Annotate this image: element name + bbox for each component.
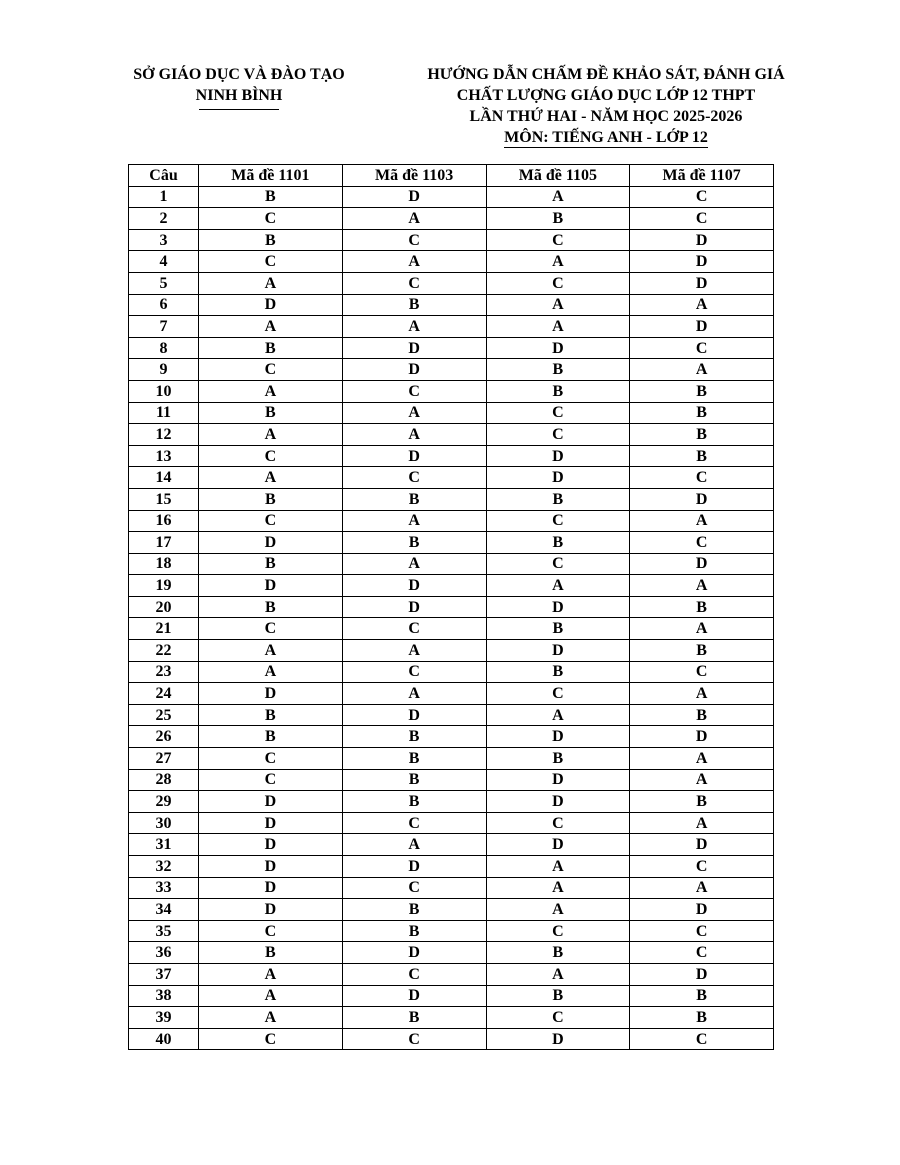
answer-1107: C [630,532,774,554]
answer-1107: C [630,467,774,489]
table-row [129,812,774,834]
answer-1105: C [486,553,630,575]
answer-1101: D [199,294,343,316]
answer-1101: D [199,791,343,813]
question-number: 28 [129,769,199,791]
answer-1107: C [630,186,774,208]
answer-1107: B [630,791,774,813]
question-number: 35 [129,920,199,942]
question-number: 11 [129,402,199,424]
answer-1105: C [486,920,630,942]
answer-1103: B [342,899,486,921]
answer-1103: C [342,380,486,402]
answer-1105: A [486,963,630,985]
title-line-2: CHẤT LƯỢNG GIÁO DỤC LỚP 12 THPT [456,87,756,104]
answer-1103: C [342,229,486,251]
title-line-3: LẦN THỨ HAI - NĂM HỌC 2025-2026 [469,108,743,125]
answer-1103: D [342,337,486,359]
answer-1107: A [630,769,774,791]
answer-1107: D [630,834,774,856]
answer-1107: A [630,618,774,640]
answer-1107: C [630,942,774,964]
answer-1105: C [486,683,630,705]
answer-1105: A [486,856,630,878]
answer-1107: D [630,272,774,294]
answer-rows [129,186,774,1050]
answer-1105: A [486,575,630,597]
answer-1103: A [342,683,486,705]
answer-1103: D [342,359,486,381]
answer-1105: B [486,748,630,770]
answer-1101: A [199,424,343,446]
table-row [129,402,774,424]
table-row [129,661,774,683]
answer-1103: D [342,596,486,618]
answer-1105: B [486,985,630,1007]
question-number: 36 [129,942,199,964]
answer-1105: D [486,445,630,467]
answer-1103: D [342,856,486,878]
answer-1105: B [486,208,630,230]
answer-1105: D [486,726,630,748]
question-number: 27 [129,748,199,770]
answer-1101: D [199,683,343,705]
table-row [129,208,774,230]
column-header-code-1101: Mã đề 1101 [199,165,343,187]
question-number: 20 [129,596,199,618]
question-number: 14 [129,467,199,489]
answer-1107: D [630,899,774,921]
answer-1105: A [486,294,630,316]
answer-1107: B [630,985,774,1007]
province-name: NINH BÌNH [195,87,283,104]
answer-1107: D [630,726,774,748]
answer-1101: D [199,532,343,554]
answer-1103: A [342,510,486,532]
table-row [129,575,774,597]
answer-1105: D [486,467,630,489]
answer-1103: B [342,1007,486,1029]
table-row [129,380,774,402]
answer-1103: A [342,251,486,273]
answer-1107: D [630,251,774,273]
question-number: 40 [129,1028,199,1050]
answer-1101: B [199,488,343,510]
answer-1101: D [199,812,343,834]
question-number: 17 [129,532,199,554]
answer-1105: B [486,359,630,381]
answer-1101: A [199,467,343,489]
table-row [129,316,774,338]
column-header-code-1103: Mã đề 1103 [342,165,486,187]
table-row [129,618,774,640]
answer-1103: C [342,812,486,834]
answer-1107: A [630,812,774,834]
answer-1101: B [199,942,343,964]
answer-1101: C [199,208,343,230]
answer-1101: B [199,402,343,424]
answer-1105: C [486,402,630,424]
answer-1101: D [199,899,343,921]
table-row [129,229,774,251]
answer-1107: C [630,920,774,942]
answer-1107: A [630,748,774,770]
answer-1101: A [199,985,343,1007]
table-row [129,1028,774,1050]
title-line-1: HƯỚNG DẪN CHẤM ĐỀ KHẢO SÁT, ĐÁNH GIÁ [427,66,785,83]
table-row [129,294,774,316]
answer-1101: B [199,726,343,748]
table-row [129,942,774,964]
table-row [129,920,774,942]
table-row [129,488,774,510]
question-number: 19 [129,575,199,597]
answer-1101: C [199,1028,343,1050]
table-row [129,510,774,532]
answer-1107: B [630,380,774,402]
table-row [129,596,774,618]
answer-1107: B [630,402,774,424]
answer-1103: D [342,704,486,726]
answer-1105: B [486,380,630,402]
answer-1101: D [199,856,343,878]
answer-1107: C [630,337,774,359]
question-number: 21 [129,618,199,640]
table-row [129,877,774,899]
table-row [129,856,774,878]
answer-1101: A [199,963,343,985]
answer-1105: D [486,337,630,359]
answer-key-table [128,164,774,1050]
answer-1103: A [342,553,486,575]
question-number: 22 [129,640,199,662]
answer-1107: C [630,208,774,230]
table-row [129,769,774,791]
answer-1105: C [486,229,630,251]
table-row [129,791,774,813]
answer-1105: B [486,532,630,554]
answer-1101: C [199,769,343,791]
question-number: 1 [129,186,199,208]
table-row [129,251,774,273]
answer-1105: B [486,661,630,683]
table-row [129,683,774,705]
answer-1105: D [486,791,630,813]
answer-1107: A [630,877,774,899]
table-row [129,272,774,294]
question-number: 5 [129,272,199,294]
answer-1105: D [486,640,630,662]
answer-1107: A [630,683,774,705]
question-number: 33 [129,877,199,899]
answer-1107: A [630,575,774,597]
question-number: 10 [129,380,199,402]
answer-1101: D [199,877,343,899]
answer-1101: B [199,704,343,726]
answer-1105: A [486,704,630,726]
answer-1101: B [199,553,343,575]
answer-1101: A [199,661,343,683]
answer-1103: D [342,575,486,597]
question-number: 25 [129,704,199,726]
question-number: 12 [129,424,199,446]
answer-1103: D [342,445,486,467]
question-number: 37 [129,963,199,985]
answer-1105: A [486,877,630,899]
answer-1103: B [342,791,486,813]
answer-1101: A [199,1007,343,1029]
answer-1107: B [630,445,774,467]
column-header-question: Câu [129,165,199,187]
question-number: 38 [129,985,199,1007]
question-number: 15 [129,488,199,510]
answer-1101: C [199,748,343,770]
table-header-row [129,165,774,187]
answer-1105: D [486,769,630,791]
answer-1105: D [486,1028,630,1050]
answer-1105: B [486,942,630,964]
question-number: 34 [129,899,199,921]
answer-1105: B [486,618,630,640]
answer-1103: C [342,467,486,489]
answer-1107: A [630,510,774,532]
table-row [129,359,774,381]
answer-1103: A [342,402,486,424]
answer-1101: C [199,920,343,942]
answer-1107: B [630,704,774,726]
table-row [129,899,774,921]
answer-1107: A [630,294,774,316]
answer-1107: B [630,424,774,446]
table-row [129,834,774,856]
answer-1103: B [342,532,486,554]
question-number: 23 [129,661,199,683]
question-number: 3 [129,229,199,251]
subject-line [382,127,830,148]
answer-1101: B [199,229,343,251]
answer-1105: A [486,251,630,273]
table-row [129,985,774,1007]
question-number: 8 [129,337,199,359]
column-header-code-1105: Mã đề 1105 [486,165,630,187]
answer-1105: C [486,812,630,834]
table-row [129,424,774,446]
answer-1103: B [342,726,486,748]
answer-1105: A [486,186,630,208]
question-number: 39 [129,1007,199,1029]
answer-1103: B [342,488,486,510]
question-number: 6 [129,294,199,316]
table-row [129,704,774,726]
table-row [129,532,774,554]
answer-1103: C [342,618,486,640]
answer-1105: D [486,596,630,618]
answer-1107: D [630,316,774,338]
table-row [129,186,774,208]
answer-1105: B [486,488,630,510]
answer-1105: C [486,424,630,446]
question-number: 30 [129,812,199,834]
answer-1107: B [630,1007,774,1029]
answer-1103: C [342,1028,486,1050]
question-number: 9 [129,359,199,381]
question-number: 13 [129,445,199,467]
question-number: 2 [129,208,199,230]
subject-text: MÔN: TIẾNG ANH - LỚP 12 [504,129,708,146]
answer-1107: D [630,229,774,251]
table-row [129,963,774,985]
answer-1101: C [199,251,343,273]
answer-1107: B [630,640,774,662]
answer-1101: D [199,834,343,856]
answer-1101: A [199,272,343,294]
answer-1103: D [342,942,486,964]
answer-1101: A [199,316,343,338]
answer-1101: C [199,359,343,381]
answer-1103: A [342,424,486,446]
answer-1103: A [342,640,486,662]
issuing-department [108,64,370,110]
answer-1105: C [486,1007,630,1029]
question-number: 4 [129,251,199,273]
column-header-code-1107: Mã đề 1107 [630,165,774,187]
table-row [129,1007,774,1029]
question-number: 16 [129,510,199,532]
question-number: 32 [129,856,199,878]
answer-1103: B [342,769,486,791]
answer-1103: A [342,316,486,338]
answer-1103: D [342,985,486,1007]
question-number: 29 [129,791,199,813]
answer-1103: C [342,661,486,683]
table-row [129,553,774,575]
answer-1103: C [342,877,486,899]
answer-1107: C [630,856,774,878]
question-number: 24 [129,683,199,705]
answer-1101: A [199,640,343,662]
answer-1107: C [630,1028,774,1050]
answer-1101: D [199,575,343,597]
answer-1101: B [199,186,343,208]
department-underline [199,109,279,110]
answer-1103: B [342,748,486,770]
question-number: 7 [129,316,199,338]
answer-1101: B [199,596,343,618]
answer-1103: C [342,963,486,985]
answer-1105: A [486,899,630,921]
answer-1101: C [199,510,343,532]
table-row [129,726,774,748]
answer-1101: A [199,380,343,402]
answer-1105: C [486,510,630,532]
answer-1107: D [630,963,774,985]
document-title [382,64,830,148]
table-row [129,640,774,662]
answer-1107: D [630,488,774,510]
answer-1105: A [486,316,630,338]
answer-1103: A [342,834,486,856]
answer-1101: B [199,337,343,359]
table-row [129,467,774,489]
question-number: 26 [129,726,199,748]
answer-1103: C [342,272,486,294]
department-name: SỞ GIÁO DỤC VÀ ĐÀO TẠO [133,66,345,83]
answer-1101: C [199,445,343,467]
table-row [129,445,774,467]
question-number: 18 [129,553,199,575]
answer-1107: B [630,596,774,618]
answer-1103: A [342,208,486,230]
table-row [129,337,774,359]
answer-1103: B [342,920,486,942]
answer-1107: A [630,359,774,381]
answer-1101: C [199,618,343,640]
answer-1107: D [630,553,774,575]
answer-1107: C [630,661,774,683]
table-row [129,748,774,770]
answer-1103: B [342,294,486,316]
question-number: 31 [129,834,199,856]
answer-1105: C [486,272,630,294]
answer-1103: D [342,186,486,208]
answer-1105: D [486,834,630,856]
